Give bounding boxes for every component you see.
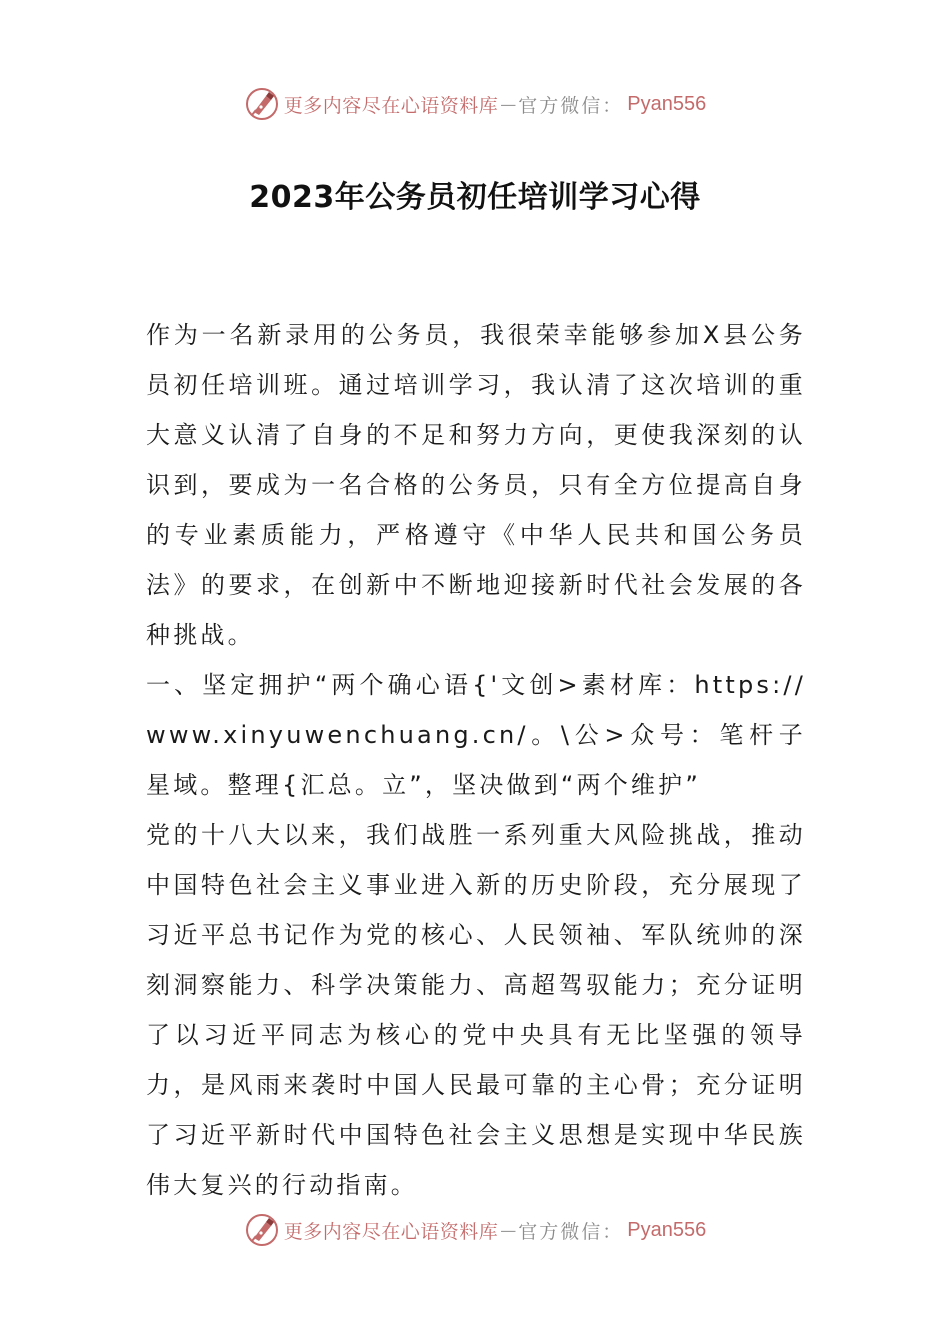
banner-official-label: 官方微信： (518, 1220, 624, 1243)
pen-nib-logo-icon (244, 1212, 280, 1248)
paragraph-body: 党的十八大以来，我们战胜一系列重大风险挑战，推动中国特色社会主义事业进入新的历史阶段，充分展现了习近平总书记作为党的核心、人民领袖、军队统帅的深刻洞察能力、科学决策能力、高超驾驭能力；充分证明了以习近平同志为核心的党中央具有无比坚强的领导力，是风雨来袭时中国人民最可靠的主心骨；充分证明了习近平新时代中国特色社会主义思想是实现中华民族伟大复兴的行动指南。 (146, 821, 806, 1199)
banner-brand-text: 更多内容尽在心语资料库 (283, 94, 499, 117)
header-banner (0, 84, 950, 124)
footer-banner (0, 1210, 950, 1250)
paragraph-section-heading: 一、坚定拥护“两个确心语{'文创>素材库：https://www.xinyuwenchuang.cn/。\公>众号：笔杆子星域。整理{汇总。立”，坚决做到“两个维护” (146, 671, 806, 799)
banner-wechat-id: Pyan556 (627, 1218, 707, 1241)
document-body (146, 310, 806, 1210)
banner-separator: — (500, 1220, 517, 1240)
banner-wechat-id: Pyan556 (627, 92, 707, 115)
banner-official-label: 官方微信： (518, 94, 624, 117)
banner-separator: — (500, 94, 517, 114)
pen-nib-logo-icon (244, 86, 280, 122)
paragraph-intro: 作为一名新录用的公务员，我很荣幸能够参加X县公务员初任培训班。通过培训学习，我认清了这次培训的重大意义认清了自身的不足和努力方向，更使我深刻的认识到，要成为一名合格的公务员，只有全方位提高自身的专业素质能力，严格遵守《中华人民共和国公务员法》的要求，在创新中不断地迎接新时代社会发展的各种挑战。 (146, 321, 806, 649)
banner-brand-text: 更多内容尽在心语资料库 (283, 1220, 499, 1243)
document-title: 2023年公务员初任培训学习心得 (249, 180, 701, 215)
